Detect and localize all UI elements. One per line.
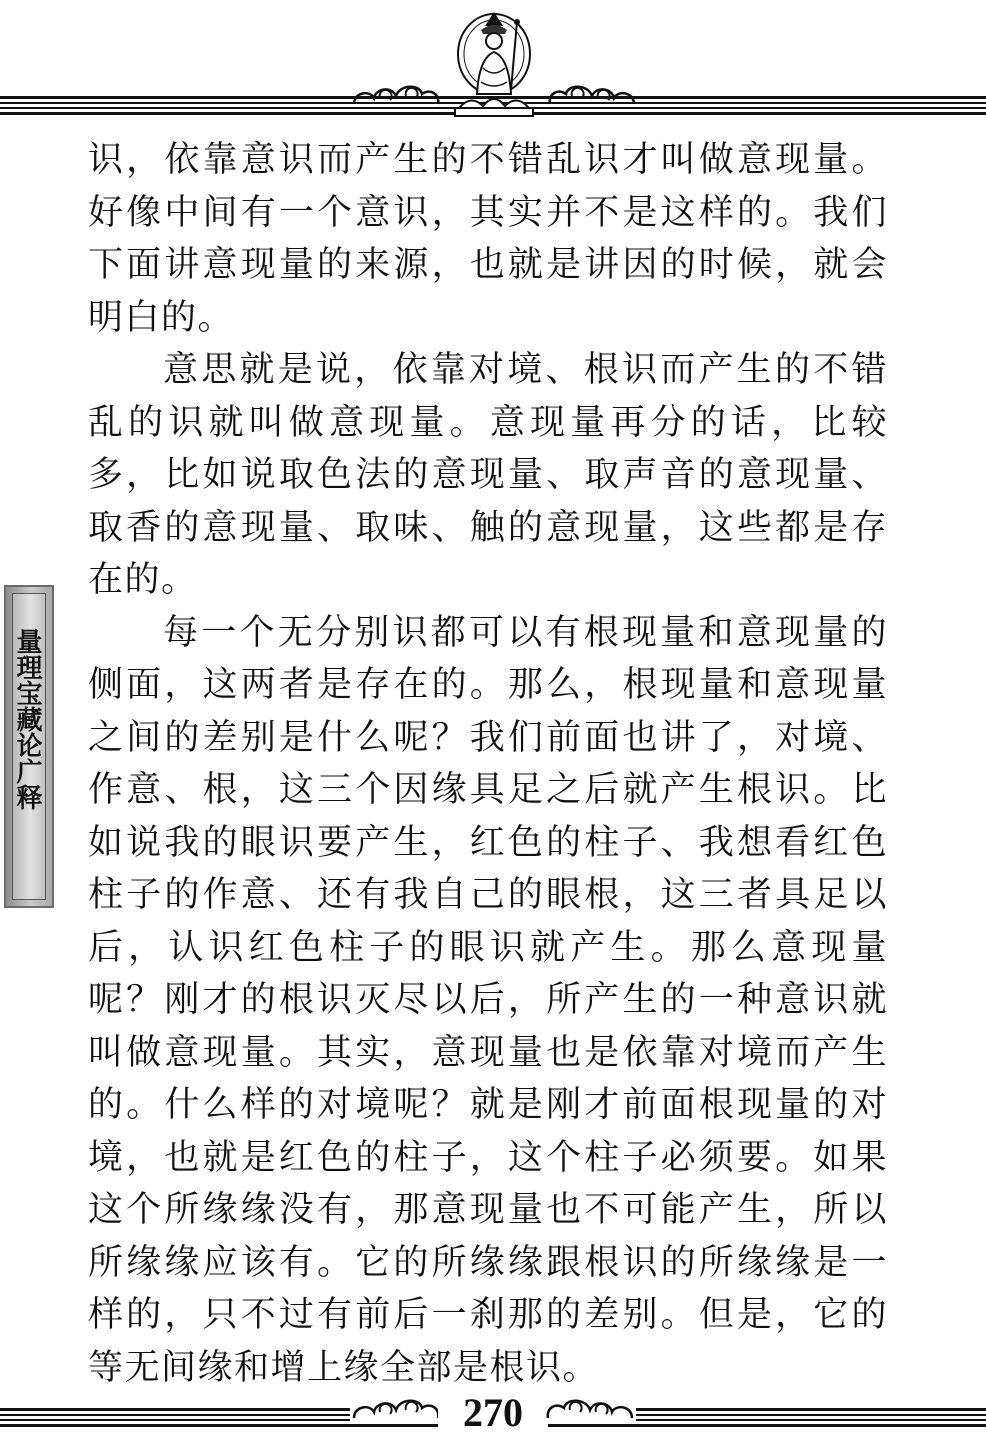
page-number: 270 [438,1388,548,1438]
paragraph: 每一个无分别识都可以有根现量和意现量的侧面，这两者是存在的。那么，根现量和意现量之间的差别是什么呢？我们前面也讲了，对境、作意、根，这三个因缘具足之后就产生根识。比如说我的眼识要产生，红色的柱子、我想看红色柱子的作意、还有我自己的眼根，这三者具足以后，认识红色柱子的眼识就产生。那么意现量呢？刚才的根识灭尽以后，所产生的一种意识就叫做意现量。其实，意现量也是依靠对境而产生的。什么样的对境呢？就是刚才前面根现量的对境，也就是红色的柱子，这个柱子必须要。如果这个所缘缘没有，那意现量也不可能产生，所以所缘缘应该有。它的所缘缘跟根识的所缘缘是一样的，只不过有前后一刹那的差别。但是，它的等无间缘和增上缘全部是根识。 [88,612,888,1388]
paragraph: 意思就是说，依靠对境、根识而产生的不错乱的识就叫做意现量。意现量再分的话，比较多，比如说取色法的意现量、取声音的意现量、取香的意现量、取味、触的意现量，这些都是存在的。 [88,350,888,600]
auspicious-cloud-icon [350,1390,442,1424]
deity-figure-icon [441,8,547,118]
body-text [88,134,888,1394]
auspicious-cloud-icon [546,78,638,108]
paragraph: 识，依靠意识而产生的不错乱识才叫做意现量。好像中间有一个意识，其实并不是这样的。我们下面讲意现量的来源，也就是讲因的时候，就会明白的。 [88,140,888,338]
side-tab-inner [12,593,46,900]
auspicious-cloud-icon [350,78,442,108]
auspicious-cloud-icon [544,1390,636,1424]
book-title-vertical: 量理宝藏论广释 [12,628,42,810]
side-tab [4,585,54,908]
